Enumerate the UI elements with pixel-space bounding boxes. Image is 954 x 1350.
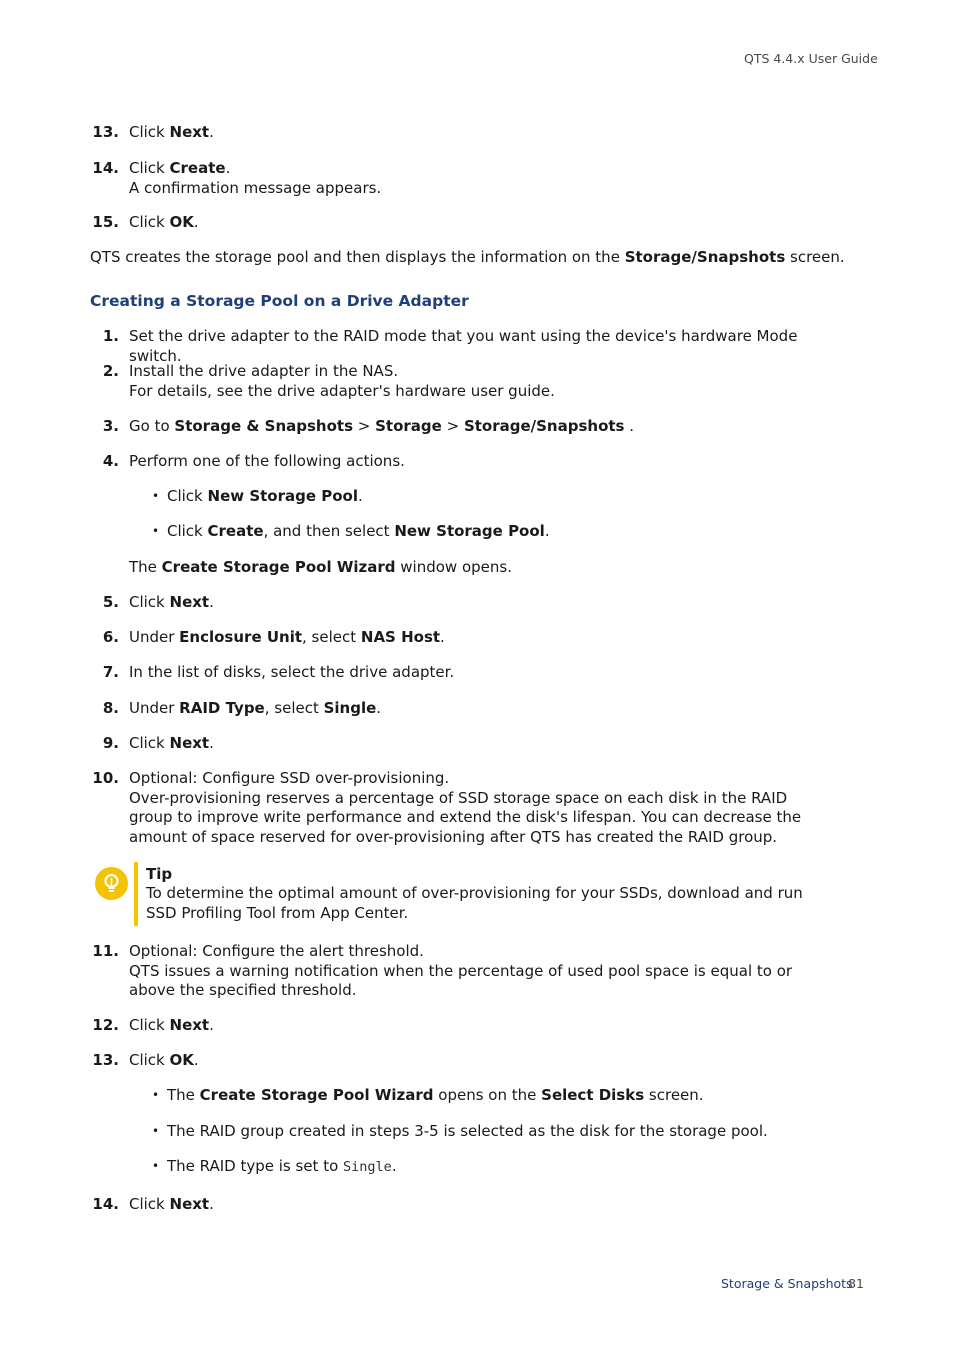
step-text: Click OK.	[129, 1051, 199, 1069]
step-number: 14.	[92, 159, 119, 177]
step-text: Set the drive adapter to the RAID mode that you want using the device's hardware Mode switch.	[129, 327, 798, 365]
bullet-icon: •	[152, 489, 160, 503]
bullet-text: Click Create, and then select New Storage Pool.	[167, 522, 550, 540]
step-text: Click Next.	[129, 593, 214, 611]
bullet-icon: •	[152, 1159, 160, 1173]
tip-accent-bar	[134, 862, 138, 926]
tip-title: Tip	[146, 865, 173, 883]
step-number: 3.	[102, 417, 119, 435]
step-number: 15.	[92, 213, 119, 231]
step-number: 13.	[92, 1051, 119, 1069]
step-number: 5.	[102, 593, 119, 611]
footer-section-link[interactable]: Storage & Snapshots	[721, 1276, 853, 1291]
step-number: 11.	[92, 942, 119, 960]
section-title: Creating a Storage Pool on a Drive Adapter	[90, 292, 469, 310]
step-text: Click OK.	[129, 213, 199, 231]
tip-text: To determine the optimal amount of over-provisioning for your SSDs, download and run SSD Profiling Tool from App Center.	[146, 884, 803, 922]
step-text: Click Next.	[129, 1016, 214, 1034]
step-number: 4.	[102, 452, 119, 470]
page-number: 81	[848, 1276, 864, 1291]
code-value: Single	[343, 1159, 392, 1175]
step-text: Click Next.	[129, 1195, 214, 1213]
bullet-icon: •	[152, 524, 160, 538]
step-number: 9.	[102, 734, 119, 752]
step-text: Click Next.	[129, 734, 214, 752]
step-text: Install the drive adapter in the NAS. For details, see the drive adapter's hardware user guide.	[129, 362, 555, 400]
summary-paragraph: QTS creates the storage pool and then displays the information on the Storage/Snapshots screen.	[90, 248, 845, 266]
step-text: Under RAID Type, select Single.	[129, 699, 382, 717]
step-text: Optional: Configure the alert threshold. QTS issues a warning notification when the percentage of used pool space is equal to or above the specified threshold.	[129, 942, 793, 999]
step-text: Click Next.	[129, 123, 214, 141]
bullet-icon: •	[152, 1088, 160, 1102]
step-text: In the list of disks, select the drive adapter.	[129, 663, 455, 681]
step-4-result: The Create Storage Pool Wizard window opens.	[129, 558, 512, 576]
step-number: 10.	[92, 769, 119, 787]
step-text: Under Enclosure Unit, select NAS Host.	[129, 628, 445, 646]
step-number: 1.	[102, 327, 119, 345]
bullet-text: The RAID type is set to Single.	[167, 1157, 397, 1175]
step-number: 7.	[102, 663, 119, 681]
step-text: Click Create. A confirmation message appears.	[129, 159, 382, 197]
step-number: 12.	[92, 1016, 119, 1034]
step-number: 8.	[102, 699, 119, 717]
bullet-text: The Create Storage Pool Wizard opens on the Select Disks screen.	[167, 1086, 704, 1104]
bullet-text: Click New Storage Pool.	[167, 487, 363, 505]
step-text: Optional: Configure SSD over-provisioning. Over-provisioning reserves a percentage of SSD storage space on each disk in the RAID group to improve write performance and extend the disk's lifespan. You can decrease the amount of space reserved for over-provisioning after QTS has created the RAID group.	[129, 769, 802, 846]
step-text: Perform one of the following actions.	[129, 452, 405, 470]
step-number: 13.	[92, 123, 119, 141]
lightbulb-icon	[95, 867, 128, 900]
step-text: Go to Storage & Snapshots > Storage > Storage/Snapshots .	[129, 417, 635, 435]
bullet-text: The RAID group created in steps 3-5 is selected as the disk for the storage pool.	[167, 1122, 768, 1140]
bullet-icon: •	[152, 1124, 160, 1138]
step-number: 6.	[102, 628, 119, 646]
step-number: 2.	[102, 362, 119, 380]
guide-title: QTS 4.4.x User Guide	[744, 51, 878, 66]
step-number: 14.	[92, 1195, 119, 1213]
